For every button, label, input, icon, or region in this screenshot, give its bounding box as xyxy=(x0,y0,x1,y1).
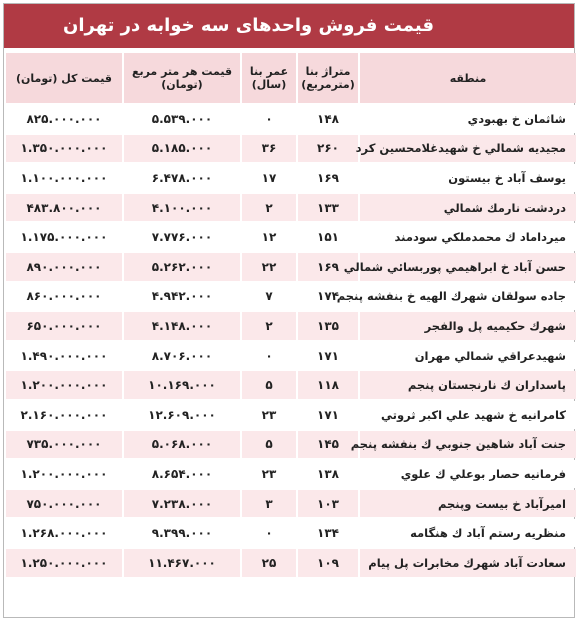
cell-area: ۱۷۱ xyxy=(298,401,358,429)
cell-total-price: ۱.۱۰۰.۰۰۰.۰۰۰ xyxy=(6,164,122,192)
cell-price-per-m2: ۷.۷۷۶.۰۰۰ xyxy=(124,223,240,251)
cell-total-price: ۱.۱۷۵.۰۰۰.۰۰۰ xyxy=(6,223,122,251)
cell-region: كامرانيه خ شهيد علي اكبر ثروتي xyxy=(360,401,576,429)
cell-total-price: ۲.۱۶۰.۰۰۰.۰۰۰ xyxy=(6,401,122,429)
cell-age: ۰ xyxy=(242,342,296,370)
cell-price-per-m2: ۱۰.۱۶۹.۰۰۰ xyxy=(124,371,240,399)
cell-total-price: ۸۶۰.۰۰۰.۰۰۰ xyxy=(6,283,122,311)
header-age: عمر بنا (سال) xyxy=(242,53,296,103)
cell-total-price: ۱.۲۰۰.۰۰۰.۰۰۰ xyxy=(6,460,122,488)
cell-age: ۲۲ xyxy=(242,253,296,281)
cell-price-per-m2: ۵.۱۸۵.۰۰۰ xyxy=(124,135,240,163)
table-row xyxy=(6,253,576,281)
table-row xyxy=(6,223,576,251)
cell-region: ميرداماد ك محمدملكي سودمند xyxy=(360,223,576,251)
cell-total-price: ۸۹۰.۰۰۰.۰۰۰ xyxy=(6,253,122,281)
cell-region: حسن آباد خ ابراهيمي پوربسائي شمالي xyxy=(360,253,576,281)
cell-price-per-m2: ۱۱.۴۶۷.۰۰۰ xyxy=(124,549,240,577)
cell-age: ۵ xyxy=(242,431,296,459)
table-header-row xyxy=(6,53,576,103)
cell-region: فرمانيه حصار بوعلي ك علوي xyxy=(360,460,576,488)
cell-age: ۳ xyxy=(242,490,296,518)
cell-price-per-m2: ۸.۷۰۶.۰۰۰ xyxy=(124,342,240,370)
cell-area: ۱۶۹ xyxy=(298,253,358,281)
cell-total-price: ۷۵۰.۰۰۰.۰۰۰ xyxy=(6,490,122,518)
table-row xyxy=(6,194,576,222)
cell-price-per-m2: ۶.۴۷۸.۰۰۰ xyxy=(124,164,240,192)
cell-area: ۱۶۹ xyxy=(298,164,358,192)
table-row xyxy=(6,371,576,399)
cell-total-price: ۱.۲۰۰.۰۰۰.۰۰۰ xyxy=(6,371,122,399)
cell-region: پاسداران ك نارنجستان پنجم xyxy=(360,371,576,399)
header-total-price: قیمت کل (تومان) xyxy=(6,53,122,103)
cell-area: ۱۰۳ xyxy=(298,490,358,518)
header-price-per-m2: قیمت هر متر مربع (تومان) xyxy=(124,53,240,103)
cell-price-per-m2: ۵.۲۶۲.۰۰۰ xyxy=(124,253,240,281)
cell-age: ۲۳ xyxy=(242,401,296,429)
cell-area: ۱۷۱ xyxy=(298,342,358,370)
cell-total-price: ۸۲۵.۰۰۰.۰۰۰ xyxy=(6,105,122,133)
cell-total-price: ۴۸۳.۸۰۰.۰۰۰ xyxy=(6,194,122,222)
cell-total-price: ۷۳۵.۰۰۰.۰۰۰ xyxy=(6,431,122,459)
cell-area: ۱۳۴ xyxy=(298,519,358,547)
cell-region: سعادت آباد شهرك مخابرات پل پيام xyxy=(360,549,576,577)
cell-total-price: ۶۵۰.۰۰۰.۰۰۰ xyxy=(6,312,122,340)
table-row xyxy=(6,105,576,133)
cell-age: ۲۳ xyxy=(242,460,296,488)
header-region: منطقه xyxy=(360,53,576,103)
cell-price-per-m2: ۵.۵۳۹.۰۰۰ xyxy=(124,105,240,133)
cell-age: ۱۲ xyxy=(242,223,296,251)
table-row xyxy=(6,312,576,340)
cell-region: جاده سولقان شهرك الهيه خ بنفشه پنجم xyxy=(360,283,576,311)
cell-total-price: ۱.۳۵۰.۰۰۰.۰۰۰ xyxy=(6,135,122,163)
cell-area: ۱۴۸ xyxy=(298,105,358,133)
cell-total-price: ۱.۴۹۰.۰۰۰.۰۰۰ xyxy=(6,342,122,370)
table-row xyxy=(6,519,576,547)
table-row xyxy=(6,431,576,459)
cell-area: ۱۷۴ xyxy=(298,283,358,311)
cell-age: ۲۵ xyxy=(242,549,296,577)
cell-region: مجيديه شمالي خ شهيدغلامحسين كرد xyxy=(360,135,576,163)
cell-region: شاثمان خ بهبودي xyxy=(360,105,576,133)
table-row xyxy=(6,460,576,488)
cell-price-per-m2: ۷.۲۳۸.۰۰۰ xyxy=(124,490,240,518)
cell-area: ۱۰۹ xyxy=(298,549,358,577)
cell-area: ۱۳۸ xyxy=(298,460,358,488)
cell-age: ۲ xyxy=(242,194,296,222)
cell-age: ۲ xyxy=(242,312,296,340)
price-table-card xyxy=(3,3,575,618)
table-row xyxy=(6,164,576,192)
cell-area: ۲۶۰ xyxy=(298,135,358,163)
cell-region: منظريه رستم آباد ك هنگامه xyxy=(360,519,576,547)
cell-age: ۵ xyxy=(242,371,296,399)
cell-price-per-m2: ۹.۳۹۹.۰۰۰ xyxy=(124,519,240,547)
cell-price-per-m2: ۵.۰۶۸.۰۰۰ xyxy=(124,431,240,459)
header-area: متراژ بنا (مترمربع) xyxy=(298,53,358,103)
cell-region: شهيدعراقي شمالي مهران xyxy=(360,342,576,370)
table-body xyxy=(6,105,576,577)
cell-age: ۰ xyxy=(242,519,296,547)
table-row xyxy=(6,549,576,577)
cell-price-per-m2: ۴.۹۴۲.۰۰۰ xyxy=(124,283,240,311)
cell-area: ۱۴۵ xyxy=(298,431,358,459)
cell-age: ۰ xyxy=(242,105,296,133)
table-row xyxy=(6,401,576,429)
page-title: قیمت فروش واحدهای سه خوابه در تهران xyxy=(4,4,574,48)
cell-region: شهرك حكيميه پل والفجر xyxy=(360,312,576,340)
price-table xyxy=(4,51,578,579)
table-row xyxy=(6,490,576,518)
cell-price-per-m2: ۴.۱۰۰.۰۰۰ xyxy=(124,194,240,222)
cell-total-price: ۱.۲۵۰.۰۰۰.۰۰۰ xyxy=(6,549,122,577)
cell-price-per-m2: ۸.۶۵۴.۰۰۰ xyxy=(124,460,240,488)
cell-age: ۷ xyxy=(242,283,296,311)
cell-age: ۱۷ xyxy=(242,164,296,192)
table-row xyxy=(6,135,576,163)
table-row xyxy=(6,283,576,311)
cell-total-price: ۱.۲۶۸.۰۰۰.۰۰۰ xyxy=(6,519,122,547)
cell-area: ۱۱۸ xyxy=(298,371,358,399)
cell-region: دردشت نارمك شمالي xyxy=(360,194,576,222)
cell-area: ۱۳۳ xyxy=(298,194,358,222)
cell-age: ۳۶ xyxy=(242,135,296,163)
cell-region: اميرآباد خ بيست وپنجم xyxy=(360,490,576,518)
cell-region: جنت آباد شاهين جنوبي ك بنفشه پنجم xyxy=(360,431,576,459)
cell-region: يوسف آباد خ بيستون xyxy=(360,164,576,192)
cell-area: ۱۵۱ xyxy=(298,223,358,251)
cell-area: ۱۳۵ xyxy=(298,312,358,340)
cell-price-per-m2: ۴.۱۴۸.۰۰۰ xyxy=(124,312,240,340)
cell-price-per-m2: ۱۲.۶۰۹.۰۰۰ xyxy=(124,401,240,429)
table-row xyxy=(6,342,576,370)
